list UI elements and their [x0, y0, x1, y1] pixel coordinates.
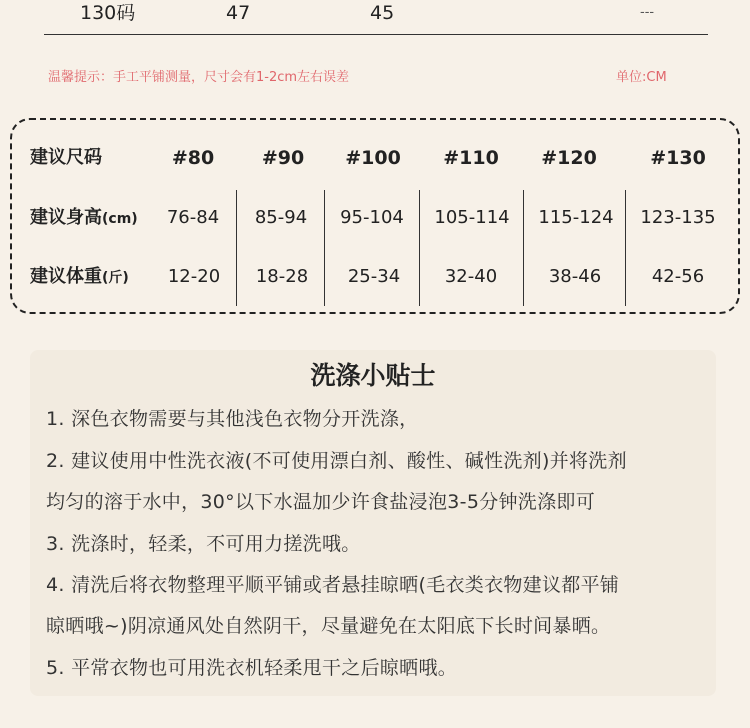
- measurement-tip: 温馨提示：手工平铺测量，尺寸会有1-2cm左右误差: [48, 70, 350, 85]
- weight-row: [12, 257, 738, 297]
- column-divider: [625, 190, 626, 306]
- weight-cell: 12-20: [167, 266, 221, 287]
- weight-cell: 25-34: [347, 266, 401, 287]
- row-value-cell: ---: [640, 5, 655, 20]
- weight-unit: (斤): [102, 270, 129, 286]
- height-cell: 95-104: [340, 207, 404, 228]
- tip-line: 5. 平常衣物也可用洗衣机轻柔甩干之后晾晒哦。: [46, 657, 458, 679]
- weight-cell: 38-46: [548, 266, 602, 287]
- height-unit: (cm): [102, 211, 138, 227]
- size-cell: #90: [261, 147, 305, 169]
- weight-label: 建议体重: [30, 266, 102, 287]
- weight-cell: 32-40: [444, 266, 498, 287]
- height-cell: 76-84: [166, 207, 220, 228]
- height-cell: 115-124: [538, 207, 614, 228]
- tip-line: 3. 洗涤时，轻柔，不可用力搓洗哦。: [46, 533, 361, 555]
- column-divider: [236, 190, 237, 306]
- tip-line: 4. 清洗后将衣物整理平顺平铺或者悬挂晾晒(毛衣类衣物建议都平铺: [46, 574, 620, 596]
- row-size-cell: 130码: [80, 2, 136, 24]
- column-divider: [324, 190, 325, 306]
- size-cell: #80: [171, 147, 215, 169]
- row-value-cell: 45: [370, 2, 395, 24]
- size-cell: #110: [443, 147, 499, 169]
- tip-line: 2. 建议使用中性洗衣液(不可使用漂白剂、酸性、碱性洗剂)并将洗剂: [46, 450, 627, 472]
- row-label: 建议尺码: [30, 147, 102, 168]
- size-recommendation-table: [10, 118, 740, 314]
- tip-line: 1. 深色衣物需要与其他浅色衣物分开洗涤，: [46, 408, 419, 430]
- tip-line: 晾晒哦~)阴凉通风处自然阴干，尽量避免在太阳底下长时间暴晒。: [46, 615, 611, 637]
- washing-tips-panel: [30, 350, 716, 696]
- weight-cell: 42-56: [651, 266, 705, 287]
- column-divider: [523, 190, 524, 306]
- size-cell: #130: [650, 147, 706, 169]
- unit-label: 单位:CM: [616, 70, 667, 85]
- height-cell: 123-135: [640, 207, 716, 228]
- tip-line: 均匀的溶于水中，30°以下水温加少许食盐浸泡3-5分钟洗涤即可: [46, 491, 596, 513]
- size-cell: #120: [541, 147, 597, 169]
- column-divider: [419, 190, 420, 306]
- height-label: 建议身高: [30, 207, 102, 228]
- row-value-cell: 47: [226, 2, 251, 24]
- row-label: [30, 198, 138, 239]
- size-cell: #100: [345, 147, 401, 169]
- height-cell: 105-114: [434, 207, 510, 228]
- previous-table-last-row: [44, 0, 708, 35]
- height-row: [12, 198, 738, 238]
- size-row: [12, 138, 738, 178]
- washing-tips-title: 洗涤小贴士: [310, 361, 436, 390]
- height-cell: 85-94: [254, 207, 308, 228]
- row-label: [30, 257, 129, 298]
- weight-cell: 18-28: [255, 266, 309, 287]
